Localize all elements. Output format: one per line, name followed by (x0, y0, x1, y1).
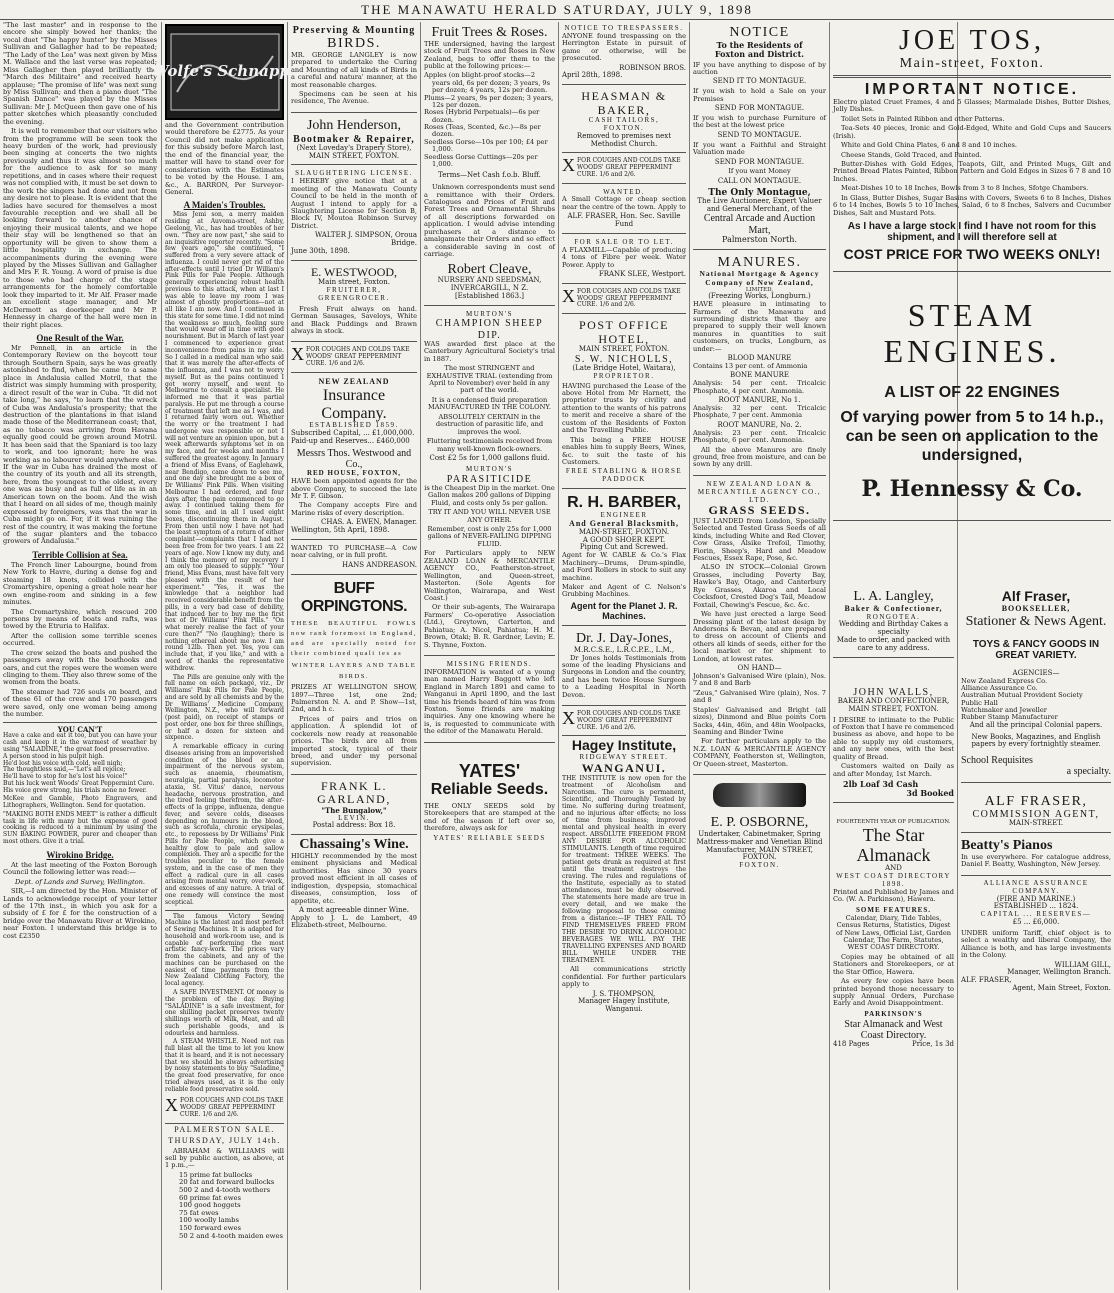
ad-text: YATES' RELIABLE SEEDS (433, 833, 546, 842)
woods-cure-ad: XFOR COUGHS AND COLDS TAKE WOODS' GREAT PEPPERMINT CURE. 1/6 and 2/6. (562, 155, 686, 183)
article-text: "The last master" and in response to the encore she simply bowed her thanks; the vocal duet "The happy hunter" by the Misses Sullivan and Gallagher had to be repeated; "The Lady of the Lea" was next given by Miss M. Wallace and the last verse was repeated; Miss Gallagher then played brilliantly the "March des Militaire" and received hearty applause; "The promise of life" was next sung by Miss Sullivan; and then a piano duet "The Spanish Dance" was played by the Misses Sullivan: Mr J. McQueen then gave one of his patter sketches which pleasantly concluded the evening. (3, 21, 157, 126)
ad-text: "Zeus," Galvanised Wire (plain), Nos. 7 and 8 (693, 688, 826, 705)
ad-text: Wedding and Birthday Cakes a specialty (838, 620, 949, 637)
agency-item: Australian Mutual Provident Society (961, 691, 1083, 700)
ad-title: Messrs Thos. Westwood and Co., (296, 447, 412, 471)
ad-title: WANTED. (603, 187, 645, 196)
price-item: Roses (Teas, Scented, &c.)—8s per dozen. (424, 123, 541, 139)
ad-text: ESTABLISHED 1859. (309, 421, 399, 430)
column-8 (958, 586, 1114, 1290)
ad-text: Butter-Dishes with Gold Edges, Teapots, Gilt, and Printed Mugs, Gilt and Printed Bread Plates Painted, Ribbon Pattern and Gold Edges in Sizes 6 7 8 and 10 Inches. (833, 160, 1111, 183)
ad-title: PARKINSON'S (864, 1009, 923, 1018)
sale-date: THURSDAY, JULY 14th. (168, 1135, 281, 1145)
stock-item: 100 good hoggets (179, 1201, 241, 1210)
ad-title: Preserving & Mounting (292, 25, 416, 36)
ad-title: GRASS SEEDS. (708, 503, 811, 518)
ad-text: SEND TO MONTAGUE. (717, 130, 802, 139)
ad-text: HAVE pleasure in intimating to Farmers of the Manawatu and surrounding districts that they are prepared to supply their well known manures in quantities to suit customers, on trucks, Longburn, as under:— (693, 300, 826, 353)
article-text: After the collision some terrible scenes occurred. (3, 631, 157, 648)
ad-title: ALLIANCE ASSURANCE COMPANY. (983, 878, 1089, 895)
ad-text: Fresh Fruit always on hand. German Sausages, Saveloys, White and Black Puddings and Brawn always in stock. (291, 304, 417, 336)
stock-item: 150 forward ewes (179, 1224, 241, 1233)
ad-text: ROOT MANURE, No 1. (718, 396, 801, 405)
woods-cure-ad: XFOR COUGHS AND COLDS TAKE WOODS' GREAT PEPPERMINT CURE. 1/6 and 2/6. (291, 344, 417, 372)
stock-list (165, 1172, 284, 1240)
ad-text: CHAS. A. EWEN, Manager. (320, 518, 417, 527)
ad-text: MAIN STREET, FOXTON. (848, 704, 939, 713)
ad-title: BUFF ORPINGTONS. (300, 579, 408, 615)
ad-text: MAIN-STREET. (1008, 819, 1064, 828)
ad-title: Main-street, Foxton. (899, 56, 1045, 72)
ad-text: It is a condensed fluid preparation MANUFACTURED IN THE COLONY. (428, 395, 551, 412)
ad-text: Made to order, and packed with care to any address. (836, 636, 951, 652)
ad-text: Palmerston North. (722, 234, 797, 244)
ad-title: The Star Almanack (856, 825, 931, 866)
ad-title: MISSING FRIENDS. (446, 660, 533, 669)
ad-text: If you wish to hold a Sale on your Premises (693, 87, 826, 103)
ad-text: Terms—Net Cash f.o.b. Bluff. (438, 171, 541, 180)
ad-text: FOXTON. (603, 123, 645, 132)
article-text: It is well to remember that our visitors who from the programme will be seen took the heavy burden of the work, had previously been singing at concerts the two nights previously and thus it was almost too much for the audience to ask for so many repetitions, and in cases where their request was not complied with, it must be set down to the work the singers had done and not from any desire not to please. It is evident that the ladies have secured for themselves a most favourable reception and we shall all be looking forward to another chance of enjoying their musical talents, and we hope their stay will be lengthened so that an opportunity will be given to show them a little hospitality in exchange. The accompaniments during the evening were played by the Misses Sullivan and Gallagher and Mrs F. R. Young. A word of praise is due to those who had charge of the stage arrangements for the homely comfortable look they imparted to it. Mr Alf. Fraser made an excellent stage manager, and Mr McDermott as doorkeeper and Mr P. Hennessy in charge of the hall were men in their right places. (3, 127, 157, 329)
ad-text: ENGINEER (600, 510, 648, 519)
ad-title: PARASITICIDE (446, 473, 533, 485)
ad-title: School Requisites (961, 755, 1033, 767)
ad-title: HEASMAN & BAKER, (581, 89, 667, 117)
ad-title: Robert Cleave, (447, 261, 532, 277)
ad-text: AND (885, 864, 902, 873)
ad-text: A GOOD SHOER KEPT. (582, 535, 666, 544)
ad-title: L. A. Langley, (853, 589, 934, 604)
ad-title: Insurance Company. (321, 386, 387, 422)
ad-text: For Particulars apply to NEW ZEALAND LOAN & MERCANTILE AGENCY CO., Featherston-street, Wellington, and Queen-street, Masterton. (Sole Agents for Wellington, Wairarapa, and West Coast.) (424, 549, 555, 602)
article-text: The Cromartyshire, which rescued 200 persons by means of boats and rafts, was towed by the Etruria to Halifax. (3, 607, 157, 631)
ad-text: is the Cheapest Dip in the market. One Gallon makes 200 gallons of Dipping Fluid, and costs only 5s per gallon. (424, 483, 555, 507)
agency-item: Rubber Stamp Manufacturer (961, 713, 1058, 722)
price-item: Roses (Hybrid Perpetuals)—6s per dozen. (424, 108, 540, 124)
ad-text: New Books, Magazines, and English papers by every fortnightly steamer. (971, 732, 1101, 749)
article-text: SIR,—I am directed by the Hon. Minister of Lands to acknowledge receipt of your letter of the 17th inst., in which you ask for a subsidy of £ for £ for the construction of a bridge over the Manawatu River at Wirokino, near Foxton. I understand this bridge is to cost £2350 (3, 887, 157, 940)
ad-text: FOXTON. (739, 861, 780, 870)
ad-title: SOME FEATURES. (856, 905, 931, 914)
ad-text: 3d Booked (906, 788, 954, 799)
ad-title: Reliable Seeds. (430, 780, 549, 798)
ad-title: POST OFFICE HOTEL, (579, 318, 669, 346)
ad-title: Foxton and District. (714, 48, 805, 59)
ad-text: INVERCARGILL, N Z. (450, 284, 529, 292)
svg-text:Wolfe's Schnapps: Wolfe's Schnapps (151, 62, 298, 80)
ad-text: MAIN-STREET, FOXTON. (578, 527, 670, 536)
article-text: The famous Victory Sewing Machine is the latest and most perfect of Sewing Machines. It is adapted for household and work-room use, and is capable of performing the most artistic fancy-work. The prices vary from the cabinets, and any of the machines can be purchased on the easiest of time payments from the New Zealand Clothing Factory, the local agency. (165, 912, 284, 988)
ad-title: NOTICE TO TRESPASSERS. (564, 24, 684, 32)
ad-title: CHAMPION SHEEP DIP. (435, 318, 544, 341)
price-item: Seedless Gorse—10s per 100; £4 per 1,000. (424, 137, 548, 154)
ad-text: Removed to premises next Methodist Church. (576, 131, 672, 148)
ad-text: TRY IT AND YOU WILL NEVER USE ANY OTHER. (428, 508, 551, 524)
ad-text: Dr Jones holds Testimonials from some of the leading Physicians and Surgeons in London and the country, and has been twice House Surgeon to a Leading Hospital in North Devon. (562, 653, 686, 699)
ad-text: Contains 13 per cent. of Ammonia (693, 362, 808, 371)
ad-text: A Small Cottage or cheap section near the centre of the town. Apply to (562, 195, 686, 211)
ad-title: MANURES. (717, 254, 802, 270)
ad-text: (Late Bridge Hotel, Waitara), (572, 363, 676, 372)
article-heading: One Result of the War. (36, 332, 124, 343)
ad-text: Or their sub-agents, The Wairarapa Farmers' Co-operative Association (Ltd.), Greytown, Carterton, and Pahiatua; A. Nicol, Pahiatua; H. M. Brown, Otaki; B. R. Gardner, Levin; E. S. Thynne, Foxton. (424, 603, 555, 649)
ad-title: NOTICE (729, 25, 790, 40)
ad-text: MAIN STREET, FOXTON. (308, 151, 400, 160)
article-text: and the Government contribution would therefore be £2775. As your Council did not make application for this subsidy before March last, the end of the financial year, the matter will have to stand over for consideration with the Estimates to be voted by the House. I am, &c., A. BARRON, Per Surveyor-General. (165, 121, 284, 196)
ad-text: NURSERY AND SEEDSMAN, (437, 276, 542, 285)
masthead-title: THE MANAWATU HERALD SATURDAY, JULY 9, 1898 (361, 2, 753, 17)
ad-text: A LIST OF 22 ENGINES (884, 383, 1060, 401)
ad-text: HAVING purchased the Lease of the above Hotel from Mr Harnett, the proprietor trusts by civility and attention to the wants of his patrons to merit and receive a share of the custom of the Residents of Foxton and the Travelling Public. (562, 381, 686, 435)
ad-title: YATES' (458, 760, 521, 781)
ad-text: FOURTEENTH YEAR OF PUBLICATION. (836, 819, 951, 826)
ad-title: ENGINES. (883, 332, 1061, 369)
ad-text: I HEREBY give notice that at a meeting of the Manawatu County Council to be held in the month of August I intend to apply for a Slaughtering License for Section B, Block IV, Moutoa Robinson Survey District. (291, 177, 417, 230)
ad-text: ROBINSON BROS. (619, 63, 686, 72)
ad-title: S. W. NICHOLLS, (574, 353, 674, 365)
ad-text: All communications strictly confidential. For further particulars apply to (562, 965, 686, 989)
agency-item: Public Hall (961, 698, 998, 707)
ad-text: I DESIRE to intimate to the Public of Foxton that I have re commenced business as above, and hope to be able to supply my old customers, and any new ones, with the best quality of Bread. (833, 715, 954, 761)
ad-text: (FIRE AND MARINE.) (996, 894, 1076, 903)
ad-text: Tea-Sets 40 pieces, Ironic and Gold-Edged, White and Gold Cups and Saucers (Irish). (833, 124, 1111, 140)
ad-title: COMMISSION AGENT, (972, 809, 1100, 821)
wolfes-schnapps-logo (151, 24, 298, 120)
ad-text: Printed and Published by James and Co. (W. A. Parkinson), Hawera. (833, 887, 954, 904)
ad-text: THE ONLY SEEDS sold by Storekeepers that are stamped at the end of the season if left over so, therefore, always ask for (424, 801, 555, 833)
ad-text: THE INSTITUTE is now open for the treatment of Alcoholism and Narcotism. The cure is permanent, Scientific, and Thoroughly Tested by time. No suffering during treatment, and no injurious after effects; no loss of time from business; improved mental and physical health in every respect. ABSOLUTE FREEDOM FROM ANY DESIRE FOR ALCOHOLIC STIMULANTS. Length of time required for treatment: THREE WEEKS. The patient gets drunk as required at first until the treatment destroys the craving. The rules and regulations of the Institute, especially as to stated attendances, must be duly observed. The statements here made are true in every detail, and we make the following proposal to those coming from a distance:—IF THEY FAIL TO FIND THEMSELVES FREED FROM THE DESIRE TO DRINK ALCOHOLIC BEVERAGES WE WILL PAY THE TRAVELLING EXPENSES AND BOARD BILL WHILE UNDER THE TREATMENT. (562, 775, 686, 965)
ad-text: Johnson's Galvanised Wire (plain), Nos. 7 and 8 and Barb (693, 671, 826, 688)
stock-item: 50 2 and 4-tooth maiden ewes (179, 1231, 283, 1240)
ad-title: RED HOUSE, FOXTON, (306, 469, 402, 478)
woods-cure-ad: XFOR COUGHS AND COLDS TAKE WOODS' GREAT PEPPERMINT CURE. 1/6 and 2/6. (562, 708, 686, 736)
schnapps-banner-icon (151, 32, 298, 112)
ad-text: June 30th, 1898. (291, 246, 350, 255)
ad-title: FRANK L. GARLAND, (317, 778, 391, 807)
ad-text: ABSOLUTELY CERTAIN in the destruction of parasitic life, and improves the wool. (435, 412, 544, 436)
ad-text: HANS ANDREASON. (342, 560, 417, 569)
ad-title: a specialty. (1066, 766, 1111, 778)
ad-title: JOHN WALLS, (853, 686, 934, 698)
ad-title: NEW ZEALAND (318, 376, 390, 386)
ad-text: A most agreeable dinner Wine. (299, 906, 409, 915)
column-1 (0, 22, 160, 1290)
ad-text: "The Bungalow," (321, 805, 387, 815)
ad-text: BOOKSELLER, (1001, 603, 1071, 613)
ad-text: Analysis: 54 per cent. Tricalcic Phosphate, 4 per cent. Ammonia. (693, 379, 826, 395)
ad-text: And all the principal Colonial papers. (969, 720, 1103, 729)
ad-title: MURTON'S (466, 309, 513, 318)
ad-text: Meat-Dishes 10 to 18 Inches, Bowls from 3 to 8 Inches, Sfotge Chambers. (841, 184, 1089, 193)
ad-title: John Henderson, (306, 117, 402, 133)
ad-title: E. WESTWOOD, (310, 264, 398, 279)
stock-item: 60 prime fat ewes (179, 1193, 242, 1202)
ad-text: In Glass, Butter Dishes, Sugar Basins with Covers, Sweets 6 to 8 Inches, Dishes 6 to 14 Inches, Bowls 5 to 10 Inches, Salad, 6 to 8 Inches, Salvers and Cucumber Dishes, Salt and Mustard Pots. (833, 193, 1111, 217)
sale-text: ABRAHAM & WILLIAMS will sell by public auction, as above, at 1 p.m.,— (165, 1146, 284, 1170)
ad-text: BONE MANURE (729, 371, 790, 380)
ad-text: Maker and Agent of C. Nelson's Grubbing Machines. (562, 583, 686, 599)
ad-text: HAVE been appointed agents for the above Company, to succeed the late Mr T. F. Gibson. (291, 477, 417, 500)
ad-text: Baker & Confectioner, (844, 603, 943, 613)
stock-item: 75 fat ewes (179, 1208, 219, 1217)
ad-text: MAIN STREET, FOXTON. (578, 344, 670, 353)
ad-text: ON HAND— (737, 664, 782, 673)
price-item: Plums—2 years, 9s per dozen; 3 years, 12s per dozen. (424, 93, 554, 109)
ad-text: WANTED TO PURCHASE—A Cow near calving, or in full profit. (291, 543, 417, 560)
ad-text: Fluttering testimonials received from many well-known flock-owners. (426, 437, 553, 453)
ad-text: LEVIN. (338, 813, 370, 822)
ad-text: SEND IT TO MONTAGUE. (712, 77, 807, 86)
ad-text: THESE BEAUTIFUL FOWLS now rank foremost in England, and are specially noted for their combined quali ies as (291, 620, 417, 658)
ad-title: Chassaing's Wine. (299, 837, 409, 853)
agency-list (961, 678, 1111, 722)
article-heading: A Maiden's Troubles. (183, 200, 266, 211)
ad-text: WEST COAST DIRECTORY 1898. (836, 872, 951, 889)
ad-title: Fruit Trees & Roses. (431, 25, 548, 40)
ad-text: White and Gold China Plates, 6 and 8 and 10 inches. (841, 141, 1017, 150)
stock-item: 100 woolly lambs (179, 1216, 239, 1225)
column-5 (559, 22, 689, 1290)
ad-text: Copies may be obtained of all Stationers and Storekeepers, or at the Star Office, Hawera. (833, 952, 954, 976)
snippet-heading: YOU CAN'T (57, 724, 103, 734)
ad-title: Bootmaker & Repairer, (293, 133, 415, 145)
ad-title: TOYS & FANCY GOODS IN GREAT VARIETY. (972, 639, 1100, 662)
ad-title: Star Almanack and West Coast Directory. (844, 1018, 943, 1041)
ad-title: BIRDS. (327, 36, 381, 52)
ad-title: E. P. OSBORNE, (710, 815, 809, 831)
stock-item: 15 prime fat bullocks (179, 1170, 253, 1179)
ad-text: 418 Pages (833, 1040, 870, 1049)
ad-text: The Live Auctioneer, Expert Valuer and General Merchant, of the (697, 196, 822, 213)
ad-text: All the above Manures are finely ground, free from moisture, and can be sown by any drill. (693, 445, 826, 469)
ad-text: Calendar, Diary, Tide Tables, Census Returns, Statistics, Digest of New Laws, Official List, Garden Calendar, The Farm, Statutes, WEST COAST DIRECTORY. (835, 913, 952, 952)
ad-text: Remember, cost is only 25s for 1,000 gallons of NEVER-FAILING DIPPING FLUID. (427, 525, 552, 548)
stock-item: 20 fat and forward bullocks (179, 1178, 275, 1187)
article-heading: Terrible Collision at Sea. (32, 549, 128, 560)
ad-text: [Established 1863.] (454, 291, 525, 300)
ad-text: WALTER J. SIMPSON, Oroua Bridge. (314, 231, 417, 248)
ad-text: LIMITED, (745, 287, 774, 294)
ad-text: CALL ON MONTAGUE. (717, 176, 802, 185)
ad-title: FOR SALE OR TO LET. (574, 237, 674, 246)
ad-text: Cheese Stands, Gold Traced, and Painted. (841, 150, 982, 159)
ad-text: In use everywhere. For catalogue address, Daniel F. Beatty, Washington, New Jersey. (961, 852, 1111, 869)
ad-title: Central Arcade and Auction Mart, (703, 213, 816, 236)
article-text: A STEAM WHISTLE. Need not ran full blast all the time to let you know that it is heard, and it is not necessary that we should be always advertising by noisy statements to buy "Saladine," the great food preservative, for once tried always used, as it is the only reliable food preservative sold. (165, 1038, 284, 1093)
ad-title: NEW ZEALAND LOAN & MERCANTILE AGENCY CO., LTD. (697, 479, 822, 504)
ad-text: FRANK SLEE, Westport. (598, 270, 686, 279)
ad-title: SLAUGHTERING LICENSE. (295, 169, 413, 178)
ad-text: IF you have anything to dispose of by auction (693, 60, 826, 77)
article-text: The French liner Labourgne, bound from New York to Havre, during a dense fog and steaming 18 knots, collided with the Cromartyshire, opening a great hole near her own engine-room and sinking in a few minutes. (3, 560, 157, 607)
ad-text: Apply to J. L. de Lambert, 49 Elizabeth-street, Melbourne. (291, 913, 417, 930)
agency-item: Alliance Assurance Co. (961, 683, 1038, 692)
ad-text: PROPRIETOR. (593, 371, 655, 380)
ad-text: RONGOTEA. (866, 612, 921, 621)
ad-text: (Freezing Works, Longburn.) (708, 292, 811, 301)
article-text: Dept. of Lands and Survey, Wellington. (15, 877, 145, 886)
ad-title: MURTON'S (466, 464, 513, 473)
ad-title: COST PRICE FOR TWO WEEKS ONLY! (843, 246, 1101, 263)
price-item: Apples (on blight-proof stocks—2 years old, 6s per dozen; 3 years, 9s per dozen; 4 years, 12s per dozen. (424, 71, 551, 95)
ad-text: Piping Cut and Screwed. (579, 543, 669, 552)
ad-text: CASH TAILORS, (588, 116, 660, 125)
article-text: Mr Pennell, in an article in the Contemporary Review on the boycott tour through Southern Spain, says he was greatly astonished to find, when he came to a same place in Andalusia called Motril, that the district was simply humming with prosperity, a direct result of the war in Cuba. "It did not take long," he says, "to learn that the wreck of Cuba was Andalusia's prosperity; that the destruction of the plantations in that island made those of the Mediterranean coast; that, as no tobacco was arriving from Havana equally good could be grown around Motril. It has been said that the Spaniard is too lazy to work, and too ignorant; here he was working as no labourer would anywhere else. If the war in Cuba has drained the most of the country of its youth and all its strength, here, from the youngest to the oldest, every one was as busy and as full of life as in an American town on the boom. And the wish that I heard on all sides of me, though mainly expressed by foreigners, was that the war in Cuba might go on. For, if it was ruining the rest of the country, it was making the fortune of the sugar planters and the tobacco growers of Andalusia." (3, 344, 157, 546)
article-text: A remarkable efficacy in curing diseases arising from an impoverished condition of the blood or an impairment of the nervous system, such as anaemia, rheumatism, neuralgia, partial paralysis, locomotor ataxia, St. Vitus' dance, nervous headache, nervous prostration, and the tired feeling therefrom, the after-effects of la grippe, influenza, dengue fever, and severe colds, diseases depending on humours in the blood, such as scrofula, chronic erysipelas, etc., to repossess by Dr Williams' Pink Pills for Pale People, which give a healthy glow to pale and sallow complexion. They are a specific for the troubles peculiar to the female system, and in the case of men they effect a radical cure in all cases arising from mental worry, over-work, and excesses of any nature. A trial of one remedy will convince the most sceptical. (165, 743, 284, 906)
ad-text: The most STRINGENT and EXHAUSTIVE TRIAL (extending from April to November) ever held in any part of the world. (426, 364, 553, 395)
ad-text: Staples' Galvanised and Bright (all sizes), Dinmond and Blue points Corn Sacks, 44in, 46in, and 48in Woolpacks, Seaming and Binder Twine (693, 705, 826, 737)
stock-item: 500 2 and 4-tooth wethers (179, 1186, 271, 1195)
ad-text: We have just erected a large Seed Dressing plant of the latest design by Andersons & Bevan, and are prepared to dress on account of Clients and others all kinds of seeds, either for the local market or for shipment to London, at lowest rates. (693, 610, 826, 663)
ad-text: ALF. FRASER, (961, 976, 1012, 985)
ad-text: Manager, Wellington Branch. (1007, 968, 1111, 977)
article-text: The Pills are genuine only with the full name on each package, viz., Dr Williams' Pink Pills for Pale People, and are sold by all chemists and by the Dr Williams' Medicine Company, Wellington, N.Z., who will forward (post paid), on receipt of stamps or post order, one box for three shillings, or half a dozen for sixteen and sixpence. (165, 673, 284, 742)
ad-text: For further particulars apply to the N.Z. LOAN & MERCANTILE AGENCY COMPANY, Featherston st, Wellington, Or Queen-street, Masterton. (693, 737, 826, 768)
ad-text: Cost £2 5s for 1,000 gallons fluid. (429, 453, 550, 462)
ad-text: WILLIAM GILL, (1054, 960, 1111, 969)
ad-title: To the Residents of (716, 39, 803, 50)
ad-title: The Only Montague, (708, 187, 811, 198)
ad-text: If you want a Faithful and Straight Valuation made (693, 140, 826, 157)
ad-text: Price, 1s 3d (911, 1040, 954, 1049)
ad-text: Subscribed Capital, ... £1,000,000. (291, 429, 415, 438)
ad-text: BAKER AND CONFECTIONER, (837, 696, 950, 705)
ad-title: Dr. J. Day-Jones, (575, 631, 673, 647)
ad-text: WINTER LAYERS AND TABLE BIRDS. (291, 662, 417, 680)
woods-cure-ad: XFOR COUGHS AND COLDS TAKE WOODS' GREAT PEPPERMINT CURE. 1/6 and 2/6. (165, 1095, 284, 1123)
ad-text: ALF. FRASER, Hon. Sec. Saville Fund (567, 212, 681, 229)
ad-text: RIDGEWAY STREET. (579, 752, 669, 761)
ad-text: MR. GEORGE LANGLEY is now prepared to undertake the Curing and Mounting of all kinds of Birds in a careful and natura' manner, at the most reasonable charges. (291, 50, 417, 89)
ad-text: PRIZES AT WELLINGTON SHOW, 1897—Three 1st, one 2nd; Palmerston N. A. and P. Show—1st, 2nd, and h c. (291, 683, 417, 714)
column-6 (690, 22, 829, 1290)
ad-title: National Mortgage & Agency Company of New Zealand, (699, 269, 820, 287)
ad-text: Postal address: Box 18. (312, 821, 396, 830)
snippet-text: McKee and Gamble, Photo Engravers, and Lithographers, Wellington. Send for quotation. (3, 795, 157, 810)
ad-text: BLOOD MANURE (727, 354, 792, 363)
ad-text: Of varying power from 5 to 14 h.p., can be seen on application to the undersigned, (840, 408, 1104, 465)
ad-text: J. S. THOMPSON, (592, 989, 656, 998)
column-2 (151, 22, 298, 1290)
ad-text: Undertaker, Cabinetmaker, Spring Mattress-maker and Venetian Blind Manufacturer, MAIN STREET, FOXTON. (696, 829, 823, 862)
ad-title: IMPORTANT NOTICE. (864, 81, 1080, 99)
price-list (424, 72, 555, 168)
article-text: At the last meeting of the Foxton Borough Council the following letter was read:— (3, 860, 157, 877)
masthead (0, 0, 1114, 20)
column-4 (421, 22, 558, 1290)
column-7-lower (830, 586, 957, 1290)
ad-text: FREE STABLING & HORSE PADDOCK (565, 467, 683, 484)
ad-text: AGENCIES— (1012, 668, 1060, 677)
coffin-icon (713, 783, 806, 807)
ad-text: ALSO IN STOCK—Colonial Grown Grasses, including Poverty Bay, Hawke's Bay, Otago, and Canterbury Rye Grasses, Akaroa and Local Cocksfoot, Crested Dog's Tail, Meadow Foxtail, Chewing's Fescue, &c. &c. (693, 563, 826, 609)
ad-text: April 28th, 1898. (562, 71, 623, 80)
snippet-text: Have a cake and eat it too, but you can have your cash and keep it in the warmest of weather by using "SALADINE," the great food preservative. A person stood in his pulpit high. He'd lost his voice with cold, well nigh; The thoughtless said,—"Let's all rejoice; He'll have to stop for he's lost his voice!" But his luck went Woods' Great Peppermint Cure. His voice grew strong, his trials none no fewer. (3, 732, 157, 794)
ad-text: (Next Loveday's Drapery Store), (296, 143, 412, 152)
ad-text: M.R.C.S.E., L.R.C.P.E., L.M., (573, 645, 675, 654)
ad-text: Unknown correspondents must send a remittance with their Orders. Catalogues and Prices of Fruit and Forest Trees and Ornamental Shrubs of all descriptions forwarded on application. I would advise intending purchasers at a distance to amalgamate their Orders and so effect a considerable saving in cost of carriage. (424, 183, 555, 259)
ad-title: WANGANUI. (581, 760, 667, 775)
ad-text: Toilet Sets in Painted Ribbon and other Patterns. (841, 114, 1005, 123)
ad-title: Agent for the Planet J. R. Machines. (570, 600, 678, 621)
ad-text: ROOT MANURE, No. 2. (717, 420, 802, 429)
snippet-text: "MAKING BOTH ENDS MEET" is rather a difficult task in life with many but the expense of good cooking is reduced to a minimum by using the SUN BAKING POWDER, purer and cheaper than most others. Give it a trial. (3, 810, 157, 845)
ad-title: Beatty's Pianos (961, 838, 1053, 854)
ad-text: Paid-up and Reserves... £460,000 (291, 437, 410, 446)
ad-text: INFORMATION is wanted of a young man named Harry Baggott who left England in March 1891 and came to Wanganui in April 1890, and the last time his friends heard of him was from Foxton. Some friends are making inquiries. Any one knowing where he is, is requested to communicate with the editor of the Manawatu Herald. (424, 667, 555, 736)
article-text: The crew seized the boats and pushed the passengers away with the boathooks and oars, and cut the ropes were the women were clinging to them. They also threw some of the women from the boats. (3, 648, 157, 687)
article-text: A SAFE INVESTMENT. Of money is the problem of the day. Buying "SALADINE" is a safe investment, for one shilling packet preserves twenty shillings worth of Milk, Meat, and all such perishable goods, and is odourless and harmless. (165, 988, 284, 1037)
ad-text: JUST LANDED from London, Specially Selected and Tested Grass Seeds of all kinds, including White and Red Clover, Cow Grass, Alsike Trefoil, Timothy, Fiorin, Sheep's, Hard and Meadow Fescues, Essex Rape, Pose, &c. (693, 516, 826, 563)
ad-text: Analysis: 32 per cent. Tricalcic Phosphate, 7 per cent. Ammonia (693, 404, 826, 420)
ad-text: CAPITAL ... RESERVES— (980, 910, 1092, 919)
article-text: Miss Jemi son, a merry maiden residing at Auvoma-street, Ashby, Geelong, Vic., has had troubles of her own. "They are now past," she said to an inquisitive reporter recently. "Some few years ago," she continued, "I suffered from a very severe attack of influenza. I could never get rid of the after-effects until I tried Dr William's Pink Pills for Pale People. Although generally experiencing robust health previous to this attack, when at last I was able to leave my room I was almost of ghostly proportions—not at all like I am now. And I continued in this state for some time. I did not mind the weakness so much, feeling sure that would wear off in time with good nourishment. But in March of last year I commenced to experience great inconvenience from pains in my side. So I called in a medical man who said that it was merely the after-effects of the influenza, and I was not to worry myself. But as the pains continued I got worry myself, and went to Melbourne to consult a specialist. He informed me that it was partial paralysis. He put me through a course of treatment that left me as I was, and I returned fairly worn out. Whether the worry or the treatment I had undergone was responsible or not I will not venture an opinion upon, but a week afterwards symptoms set in on my face, and for weeks and months I suffered the greatest agony. In January a friend of Miss Evans, of Eaglehawk, near Bendigo, came down to see me, and one day she brought me a box of Dr Williams' Pink Pills. When visiting Melbourne I had ordered, and four days after, the pain commenced to go away. I continued taking them for some time, and in all I used eight boxes, discontinuing them in August. From then until now I have not had the least symptom of a return of either complaint—complaints that I had not been free from for two years. I am 22 years of age. Now I know my duty, and I think the memory of my recovery I am only too pleased to supply." "Your friend, Miss Evans, must have felt very pleased with the result of her experiment." "Yes, it was the knowledge that a neighbor had received considerable benefit from the pills, in a very bad case of debility, that induced her to buy me the first box of Dr Williams' Pink Pills." "On what merely realise the fact of your cure then?" "No (laughing); there is nothing ethereal about me now. I am round 12lb. Then yet. Yes, you can include that, if you like," and with a word of thanks the representative withdrew. (165, 211, 284, 672)
ad-title: Stationer & News Agent. (965, 613, 1107, 629)
ad-text: Analysis: 23 per cent. Tricalcic Phosphate, 6 per cent. Ammonia. (693, 428, 826, 445)
price-item: Seedless Gorse Cuttings—20s per 1,000. (424, 152, 538, 168)
ad-text: If you want Money (728, 167, 791, 176)
ad-text: As I have a large stock I find I have not room for this shipment, and I will therefore sell at (847, 221, 1097, 244)
article-text: The steamer had 726 souls on board, and of these 61 of the crew and 170 passengers were saved, only one woman being among the number. (3, 687, 157, 719)
ad-text: Specimens can be seen at his residence, The Avenue. (291, 90, 417, 106)
ad-text: Manager Hagey Institute, Wanganui. (578, 997, 670, 1014)
ad-text: 2lb Loaf 3d Cash (843, 779, 919, 790)
ad-title: ALF FRASER, (984, 793, 1088, 809)
sale-heading: PALMERSTON SALE. (174, 1124, 275, 1134)
ad-text: A FLAXMILL—Capable of producing 4 tons of Fibre per week. Water Power. Apply to (562, 245, 686, 269)
ad-text: As every few copies have been printed beyond those necessary to supply Annual Orders, Purchase Early and Avoid Disappointment. (833, 977, 954, 1008)
ad-title: P. Hennessy & Co. (861, 476, 1083, 503)
ad-text: WAS awarded first place at the Canterbury Agricultural Society's trial in 1887. (424, 339, 555, 363)
ad-text: ESTABLISHED ... 1824. (993, 902, 1079, 911)
ad-text: SEND FOR MONTAGUE. (714, 157, 805, 166)
ad-text: Agent, Main Street, Foxton. (1012, 984, 1111, 993)
ad-text: If you wish to purchase Furniture of the best at the lowest price (693, 113, 826, 130)
ad-text: Electro plated Cruet Frames, 4 and 5 Glasses; Marmalade Dishes, Butter Dishes, Jelly Dishes. (833, 97, 1111, 114)
ad-title: Alf Fraser, (1001, 588, 1071, 604)
ad-title: R. H. BARBER, (567, 494, 681, 512)
ad-text: Main street, Foxton. (317, 278, 390, 287)
ad-text: £5 ... £6,000. (1012, 917, 1060, 926)
ad-text: SEND FOR MONTAGUE. (714, 104, 805, 113)
ad-text: FRUITERER, GREENGROCER. (318, 286, 390, 302)
ad-text: Wellington, 5th April, 1898. (291, 526, 390, 535)
ad-text: The Company accepts Fire and Marine risks of every description. (291, 501, 417, 517)
ad-title: JOE TOS, (898, 25, 1046, 56)
ad-text: HIGHLY recommended by the most eminent physicians and Medical authorities. Has since 30 years proved most efficient in all cases of indigestion, dyspepsia, stomachical diseases, consumption, loss of appetite, etc. (291, 851, 417, 905)
ad-text: Customers waited on Daily as and after Monday, 1st March. (833, 762, 954, 778)
ad-text: This being a FREE HOUSE enables him to supply Beers, Wines, &c. to suit the taste of his Customers. (562, 435, 686, 466)
woods-cure-ad: XFOR COUGHS AND COLDS TAKE WOODS' GREAT PEPPERMINT CURE. 1/6 and 2/6. (562, 286, 686, 314)
ad-text: ANYONE found trespassing on the Herrington Estate in pursuit of game or otherwise, will be prosecuted. (562, 31, 686, 63)
ad-text: Prices of pairs and trios on application. A splendid lot of cockerels now ready at reasonable prices. The birds are all from imported stock, typical of their breed, and under my personal supervision. (291, 714, 417, 768)
ad-text: THE undersigned, having the largest stock of Fruit Trees and Roses in New Zealand, begs to offer them to the public at the following prices:— (424, 39, 555, 70)
article-heading: Wirokino Bridge. (46, 849, 114, 860)
column-3 (288, 22, 420, 1290)
ad-text: And General Blacksmith, (569, 518, 679, 528)
agency-item: New Zealand Express Co. (961, 676, 1048, 685)
ad-title: STEAM (907, 297, 1037, 334)
ad-title: Hagey Institute, (571, 737, 677, 754)
ad-text: Agent for W. CABLE & Co.'s Flax Machinery—Drums, Drum-spindle, and Ford Rollers in stock to suit any machine. (562, 551, 686, 582)
ad-text: UNDER uniform Tariff, chief object is to select a wealthy and liberal Company, the Alliance is both, and has large investments in the Colony. (961, 928, 1111, 960)
agency-item: Watchmaker and Jeweller (961, 706, 1047, 714)
